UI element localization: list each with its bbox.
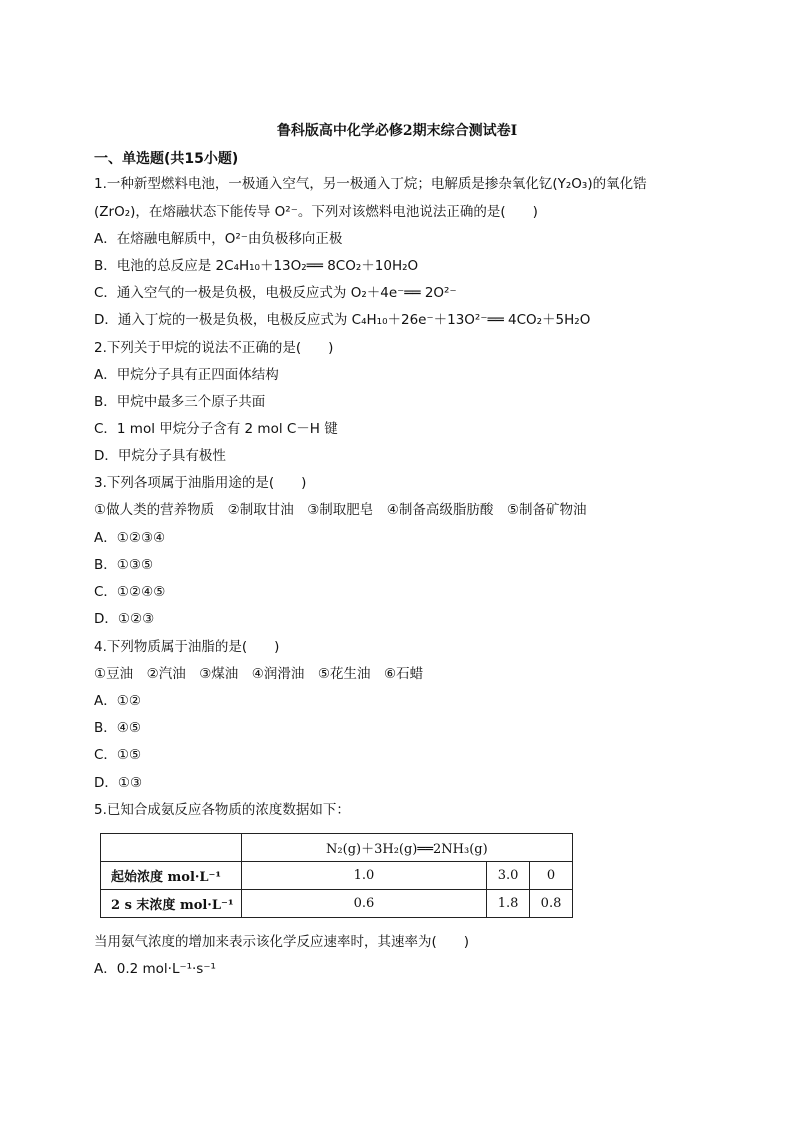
- row-label: 2 s 末浓度 mol·L⁻¹: [101, 890, 242, 918]
- q3-items: ①做人类的营养物质 ②制取甘油 ③制取肥皂 ④制备高级脂肪酸 ⑤制备矿物油: [94, 502, 587, 518]
- q2-option-d: D．甲烷分子具有极性: [94, 448, 226, 464]
- table-corner-cell: [101, 834, 242, 862]
- q2-option-a: A．甲烷分子具有正四面体结构: [94, 367, 279, 383]
- q2-option-c: C．1 mol 甲烷分子含有 2 mol C－H 键: [94, 421, 338, 437]
- q2-stem: 2.下列关于甲烷的说法不正确的是( ): [94, 340, 334, 356]
- q3-option-c: C．①②④⑤: [94, 584, 166, 600]
- n2-value: 0.6: [241, 890, 486, 918]
- q4-option-b: B．④⑤: [94, 720, 141, 736]
- q1-option-c: C．通入空气的一极是负极，电极反应式为 O₂＋4e⁻══ 2O²⁻: [94, 285, 457, 301]
- q1-option-b: B．电池的总反应是 2C₄H₁₀＋13O₂══ 8CO₂＋10H₂O: [94, 258, 419, 274]
- q1-option-d: D．通入丁烷的一极是负极，电极反应式为 C₄H₁₀＋26e⁻＋13O²⁻══ 4CO₂＋5H₂O: [94, 312, 591, 328]
- q3-stem: 3.下列各项属于油脂用途的是( ): [94, 475, 307, 491]
- q1-option-a: A．在熔融电解质中，O²⁻由负极移向正极: [94, 231, 343, 247]
- q4-option-c: C．①⑤: [94, 747, 142, 763]
- h2-value: 1.8: [487, 890, 530, 918]
- table-header-row: [101, 834, 573, 862]
- table-row: [101, 890, 573, 918]
- nh3-value: 0.8: [530, 890, 573, 918]
- q4-items: ①豆油 ②汽油 ③煤油 ④润滑油 ⑤花生油 ⑥石蜡: [94, 666, 424, 682]
- q1-stem-line2: (ZrO₂)，在熔融状态下能传导 O²⁻。下列对该燃料电池说法正确的是( ): [94, 204, 538, 220]
- page-title: 鲁科版高中化学必修2期末综合测试卷I: [276, 123, 518, 139]
- q5-question: 当用氨气浓度的增加来表示该化学反应速率时，其速率为( ): [94, 934, 470, 950]
- q2-option-b: B．甲烷中最多三个原子共面: [94, 394, 266, 410]
- q4-stem: 4.下列物质属于油脂的是( ): [94, 639, 280, 655]
- h2-value: 3.0: [487, 862, 530, 890]
- q4-option-d: D．①③: [94, 775, 143, 791]
- concentration-table: [100, 833, 573, 918]
- reaction-equation: N₂(g)＋3H₂(g)══2NH₃(g): [241, 834, 572, 862]
- q5-stem: 5.已知合成氨反应各物质的浓度数据如下：: [94, 802, 350, 818]
- row-label: 起始浓度 mol·L⁻¹: [101, 862, 242, 890]
- q3-option-a: A．①②③④: [94, 530, 166, 546]
- q5-option-a: A．0.2 mol·L⁻¹·s⁻¹: [94, 961, 216, 977]
- n2-value: 1.0: [241, 862, 486, 890]
- nh3-value: 0: [530, 862, 573, 890]
- table-row: [101, 862, 573, 890]
- q3-option-b: B．①③⑤: [94, 557, 154, 573]
- q3-option-d: D．①②③: [94, 611, 155, 627]
- q4-option-a: A．①②: [94, 693, 141, 709]
- q1-stem-line1: 1.一种新型燃料电池，一极通入空气，另一极通入丁烷；电解质是掺杂氧化钇(Y₂O₃)的氧化锆: [94, 176, 647, 192]
- section-heading: 一、单选题(共15小题): [94, 151, 239, 167]
